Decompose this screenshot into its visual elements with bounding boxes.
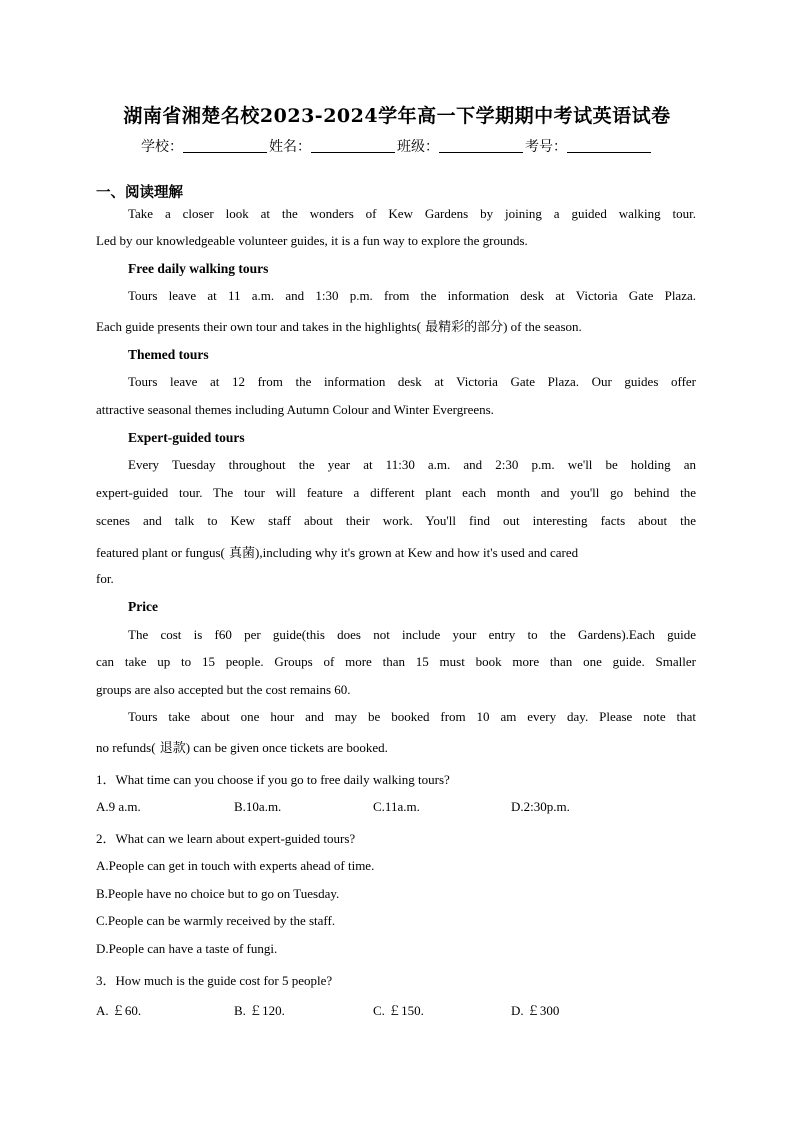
answer-option[interactable]: D.People can have a taste of fungi. [96,941,278,956]
passage-line: expert-guided tour. The tour will feature a different plant each month and you'll go behind the [96,485,696,500]
passage-line [96,316,696,335]
school-blank[interactable] [183,138,267,153]
passage-line: can take up to 15 people. Groups of more than 15 must book more than one guide. Smaller [96,654,696,669]
answer-option[interactable]: A.9 a.m. [96,799,141,814]
answer-option[interactable]: C.11a.m. [373,799,420,814]
name-blank[interactable] [311,138,395,153]
passage-line [96,542,696,561]
text-run: featured plant or fungus( [96,545,225,560]
passage-line: Led by our knowledgeable volunteer guides, it is a fun way to explore the grounds. [96,233,528,248]
passage-line: Every Tuesday throughout the year at 11:30 a.m. and 2:30 p.m. we'll be holding an [128,457,696,472]
passage-line: groups are also accepted but the cost remains 60. [96,682,351,697]
text-run: Each guide presents their own tour and takes in the highlights( [96,319,421,334]
passage-line: Tours leave at 12 from the information desk at Victoria Gate Plaza. Our guides offer [128,374,696,389]
subheading-themed-tours: Themed tours [128,347,209,362]
text-run: ) of the season. [503,319,582,334]
text-run: ) can be given once tickets are booked. [185,740,388,755]
question-stem: 2．What can we learn about expert-guided tours? [96,831,356,846]
class-blank[interactable] [439,138,523,153]
answer-option[interactable]: B. ￡120. [234,1003,285,1018]
subheading-price: Price [128,599,158,614]
subheading-expert-tours: Expert-guided tours [128,430,245,445]
exam-no-blank[interactable] [567,138,651,153]
cjk-gloss: 真菌 [224,546,256,561]
passage-line: Tours leave at 11 a.m. and 1:30 p.m. from the information desk at Victoria Gate Plaza. [128,288,696,303]
passage-line: scenes and talk to Kew staff about their work. You'll find out interesting facts about the [96,513,696,528]
text-run: no refunds( [96,740,156,755]
school-label: 学校： [141,139,183,155]
answer-option[interactable]: B.People have no choice but to go on Tuesday. [96,886,340,901]
section-heading: 一、阅读理解 [96,185,183,201]
answer-option[interactable]: A. ￡60. [96,1003,142,1018]
passage-line: Take a closer look at the wonders of Kew Gardens by joining a guided walking tour. [128,206,696,221]
student-info-row [0,136,794,156]
answer-option[interactable]: C.People can be warmly received by the staff. [96,913,336,928]
text-run: ),including why it's grown at Kew and how it's used and cared [255,545,579,560]
answer-option[interactable]: B.10a.m. [234,799,282,814]
passage-line: The cost is f60 per guide(this does not include your entry to the Gardens).Each guide [128,627,696,642]
subheading-free-tours: Free daily walking tours [128,261,269,276]
answer-option[interactable]: D. ￡300 [511,1003,560,1018]
exam-title: 湖南省湘楚名校2023-2024学年高一下学期期中考试英语试卷 [123,105,671,127]
exam-no-label: 考号： [525,139,567,155]
passage-line: Tours take about one hour and may be booked from 10 am every day. Please note that [128,709,696,724]
class-label: 班级： [397,139,439,155]
cjk-gloss: 退款 [155,741,186,756]
answer-option[interactable]: C. ￡150. [373,1003,424,1018]
question-stem: 3．How much is the guide cost for 5 people? [96,973,333,988]
name-label: 姓名： [269,139,311,155]
question-stem: 1．What time can you choose if you go to free daily walking tours? [96,772,450,787]
answer-option[interactable]: D.2:30p.m. [511,799,570,814]
passage-line: for. [96,571,114,586]
passage-line: attractive seasonal themes including Autumn Colour and Winter Evergreens. [96,402,494,417]
cjk-gloss: 最精彩的部分 [420,320,504,335]
answer-option[interactable]: A.People can get in touch with experts ahead of time. [96,858,375,873]
passage-line [96,737,696,756]
